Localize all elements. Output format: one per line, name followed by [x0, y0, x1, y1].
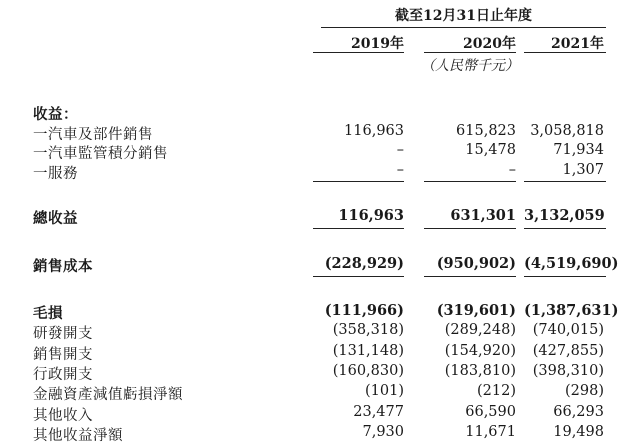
row-value: (298): [565, 383, 604, 399]
cost-rule-2019: [313, 276, 404, 277]
row-value: 3,132,059: [524, 207, 605, 224]
row-value: (212): [477, 383, 516, 399]
row-label-vehicle-sales: 一汽車及部件銷售: [33, 127, 153, 143]
row-label-rnd-expenses: 研發開支: [33, 326, 93, 342]
row-value: 71,934: [553, 142, 604, 158]
row-value: –: [396, 162, 404, 178]
row-value: 116,963: [338, 207, 404, 224]
year-header-2021: 2021年: [551, 36, 604, 52]
row-value: 615,823: [456, 123, 516, 139]
row-label-total-revenue: 總收益: [33, 210, 78, 227]
row-value: (427,855): [532, 343, 604, 359]
year-header-2019: 2019年: [351, 36, 404, 52]
row-value: 19,498: [553, 424, 604, 440]
row-value: 7,930: [362, 424, 404, 440]
revenue-heading: 收益：: [33, 106, 78, 123]
row-value: (160,830): [332, 363, 404, 379]
row-value: 1,307: [562, 162, 604, 178]
row-value: (358,318): [332, 322, 404, 338]
row-value: (289,248): [444, 322, 516, 338]
row-value: (101): [365, 383, 404, 399]
row-value: 66,590: [465, 404, 516, 420]
subtotal-rule-2021: [524, 181, 606, 182]
row-value: (4,519,690): [524, 255, 619, 272]
cost-rule-2021: [524, 276, 606, 277]
row-value: (228,929): [324, 255, 404, 272]
subtotal-rule-2020: [424, 181, 516, 182]
row-value: (398,310): [532, 363, 604, 379]
row-label-regulatory-credits: 一汽車監管積分銷售: [33, 146, 168, 162]
row-value: 23,477: [353, 404, 404, 420]
row-value: –: [508, 162, 516, 178]
currency-unit: （人民幣千元）: [421, 58, 519, 74]
row-label-admin-expenses: 行政開支: [33, 367, 93, 383]
row-value: 11,671: [465, 424, 516, 440]
year-underline-2020: [424, 52, 516, 53]
year-underline-2019: [313, 52, 404, 53]
row-value: 631,301: [450, 207, 516, 224]
row-value: 15,478: [465, 142, 516, 158]
total-rule-2021: [524, 228, 606, 229]
row-value: (154,920): [444, 343, 516, 359]
row-value: (131,148): [332, 343, 404, 359]
row-value: –: [396, 142, 404, 158]
period-underline: [321, 27, 606, 28]
year-underline-2021: [524, 52, 606, 53]
row-label-impairment-losses: 金融資產減值虧損淨額: [33, 387, 183, 403]
row-value: (183,810): [444, 363, 516, 379]
row-value: (111,966): [324, 302, 404, 319]
row-label-other-gains-net: 其他收益淨額: [33, 428, 123, 444]
row-label-cost-of-sales: 銷售成本: [33, 258, 93, 275]
row-label-gross-loss: 毛損: [33, 305, 63, 322]
row-value: 66,293: [553, 404, 604, 420]
total-rule-2020: [424, 228, 516, 229]
row-label-other-income: 其他收入: [33, 408, 93, 424]
period-title: 截至12月31日止年度: [395, 8, 532, 24]
cost-rule-2020: [424, 276, 516, 277]
year-header-2020: 2020年: [463, 36, 516, 52]
row-label-services: 一服務: [33, 166, 78, 182]
total-rule-2019: [313, 228, 404, 229]
row-value: (1,387,631): [524, 302, 619, 319]
row-value: (319,601): [436, 302, 516, 319]
row-label-selling-expenses: 銷售開支: [33, 347, 93, 363]
subtotal-rule-2019: [313, 181, 404, 182]
row-value: 3,058,818: [530, 123, 604, 139]
row-value: 116,963: [344, 123, 404, 139]
row-value: (950,902): [436, 255, 516, 272]
row-value: (740,015): [532, 322, 604, 338]
